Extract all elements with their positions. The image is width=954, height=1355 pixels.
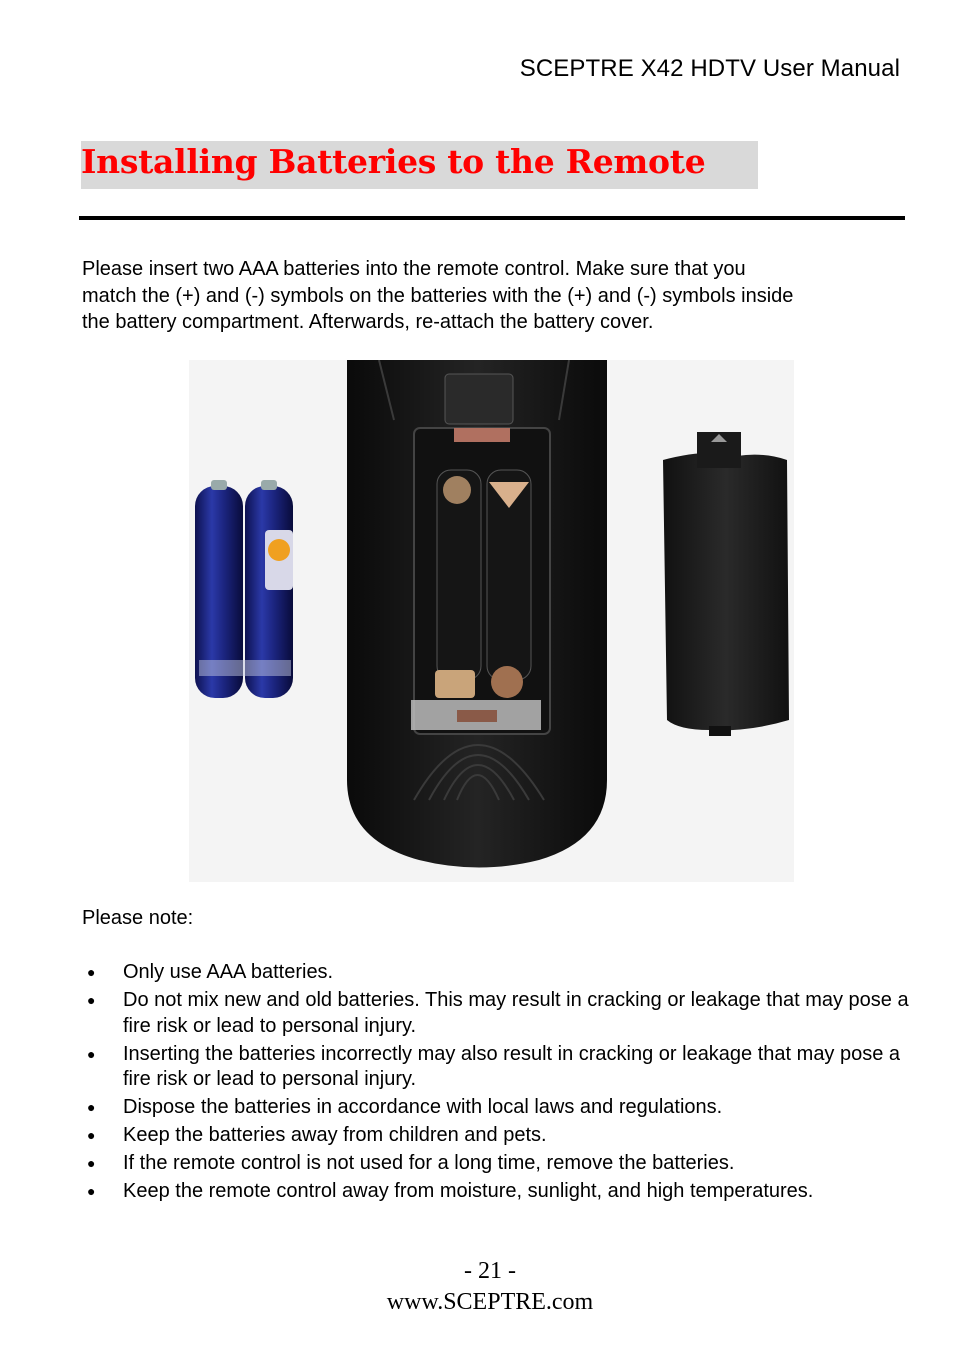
list-item: ● If the remote control is not used for a long time, remove the batteries.: [82, 1151, 912, 1177]
list-item: ● Keep the batteries away from children and pets.: [82, 1123, 912, 1149]
bullet-icon: ●: [87, 1045, 96, 1062]
battery-cover: [663, 432, 789, 736]
list-item: ● Keep the remote control away from moisture, sunlight, and high temperatures.: [82, 1179, 912, 1205]
bullet-icon: ●: [87, 1155, 96, 1171]
intro-paragraph: [82, 256, 912, 336]
intro-line-2: match the (+) and (-) symbols on the batteries with the (+) and (-) symbols inside: [82, 284, 794, 307]
list-item: ● Inserting the batteries incorrectly may also result in cracking or leakage that may pose a fire risk or lead to personal injury.: [87, 1042, 901, 1090]
intro-line-1: Please insert two AAA batteries into the remote control. Make sure that you: [82, 258, 746, 280]
intro-line-3: the battery compartment. Afterwards, re-attach the battery cover.: [82, 311, 654, 333]
list-item: ● Dispose the batteries in accordance with local laws and regulations.: [82, 1095, 912, 1121]
remote-batteries-photo: [189, 360, 794, 882]
remote-control: [347, 360, 607, 868]
list-item: ● Do not mix new and old batteries. This may result in cracking or leakage that may pose a fire risk or lead to personal injury.: [87, 989, 909, 1037]
bullet-icon: ●: [87, 1183, 96, 1199]
title-rule: [79, 216, 905, 220]
document-header: SCEPTRE X42 HDTV User Manual: [519, 55, 900, 82]
footer-url[interactable]: www.SCEPTRE.com: [386, 1289, 594, 1315]
bullet-icon: ●: [87, 1099, 96, 1115]
note-label: Please note:: [82, 907, 194, 929]
page-title: Installing Batteries to the Remote: [81, 142, 706, 181]
bullet-icon: ●: [87, 964, 96, 980]
bullet-icon: ●: [87, 992, 96, 1008]
bullet-icon: ●: [87, 1127, 96, 1143]
list-item: ● Only use AAA batteries.: [82, 960, 912, 986]
notes-list: [82, 960, 912, 1207]
page-number: - 21 -: [464, 1258, 516, 1284]
